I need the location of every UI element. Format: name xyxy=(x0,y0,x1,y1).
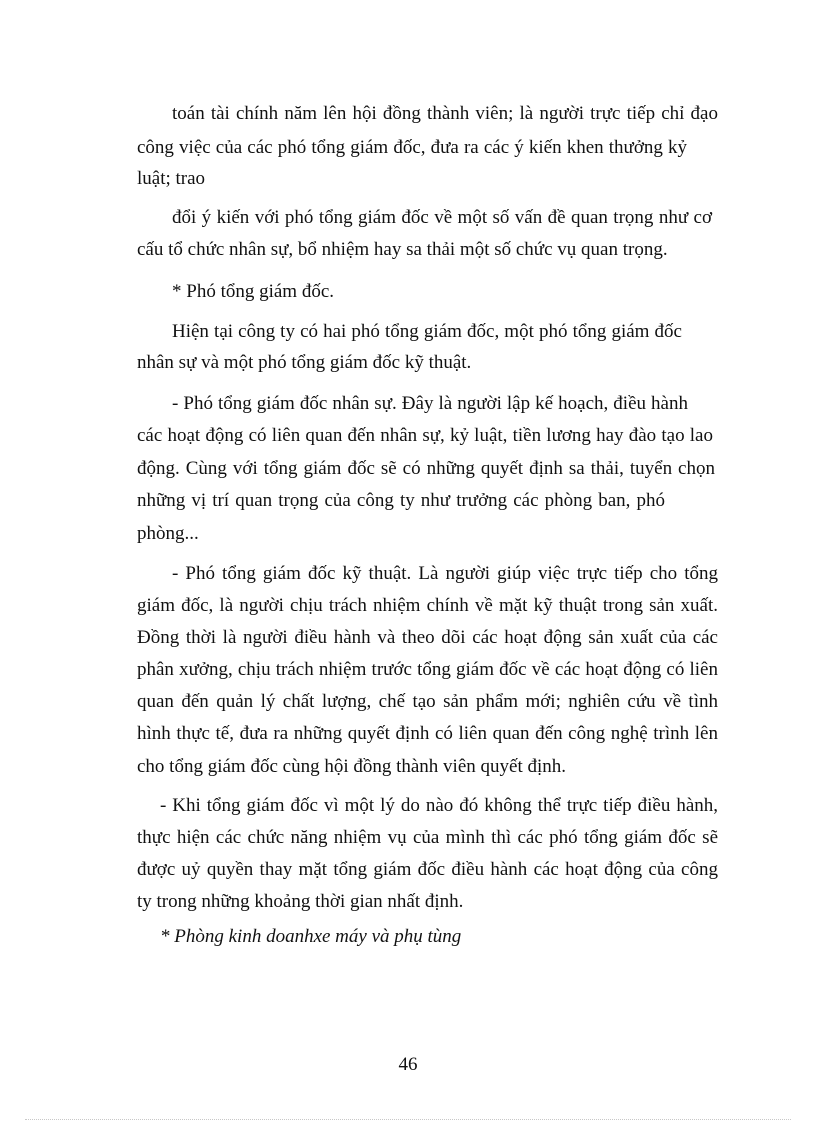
text-line: công việc của các phó tổng giám đốc, đưa ra các ý kiến khen thưởng kỷ xyxy=(137,137,687,158)
page-number: 46 xyxy=(398,1054,418,1075)
text-line: - Khi tổng giám đốc vì một lý do nào đó không thể trực tiếp điều hành, xyxy=(160,795,718,816)
text-line: quan đến quản lý chất lượng, chế tạo sản phẩm mới; nghiên cứu về tình xyxy=(137,691,718,712)
text-line: ty trong những khoảng thời gian nhất định. xyxy=(137,891,464,912)
text-line: phân xưởng, chịu trách nhiệm trước tổng giám đốc về các hoạt động có liên xyxy=(137,659,718,680)
footer-divider xyxy=(25,1119,791,1120)
text-line: nhân sự và một phó tổng giám đốc kỹ thuật. xyxy=(137,352,472,373)
text-line: các hoạt động có liên quan đến nhân sự, kỷ luật, tiền lương hay đào tạo lao xyxy=(137,425,713,446)
text-line: đổi ý kiến với phó tổng giám đốc về một số vấn đề quan trọng như cơ xyxy=(172,207,712,228)
text-line: - Phó tổng giám đốc kỹ thuật. Là người giúp việc trực tiếp cho tổng xyxy=(172,563,718,584)
text-line: được uỷ quyền thay mặt tổng giám đốc điều hành các hoạt động của công xyxy=(137,859,718,880)
text-line: cho tổng giám đốc cùng hội đồng thành viên quyết định. xyxy=(137,756,567,777)
text-line: động. Cùng với tổng giám đốc sẽ có những quyết định sa thải, tuyển chọn xyxy=(137,458,715,479)
text-line: Hiện tại công ty có hai phó tổng giám đốc, một phó tổng giám đốc xyxy=(172,321,682,342)
text-line: cấu tổ chức nhân sự, bổ nhiệm hay sa thải một số chức vụ quan trọng. xyxy=(137,239,668,260)
text-line: giám đốc, là người chịu trách nhiệm chính về mặt kỹ thuật trong sản xuất. xyxy=(137,595,718,616)
text-line: toán tài chính năm lên hội đồng thành viên; là người trực tiếp chỉ đạo xyxy=(172,103,718,124)
section-heading-italic: * Phòng kinh doanhxe máy và phụ tùng xyxy=(160,926,462,947)
text-line: luật; trao xyxy=(137,168,206,189)
text-line: hình thực tế, đưa ra những quyết định có liên quan đến công nghệ trình lên xyxy=(137,723,718,744)
text-line: Đồng thời là người điều hành và theo dõi các hoạt động sản xuất của các xyxy=(137,627,718,648)
text-line: những vị trí quan trọng của công ty như trưởng các phòng ban, phó xyxy=(137,490,665,511)
text-line: phòng... xyxy=(137,523,199,544)
text-line: - Phó tổng giám đốc nhân sự. Đây là người lập kế hoạch, điều hành xyxy=(172,393,688,414)
section-heading: * Phó tổng giám đốc. xyxy=(172,281,335,302)
text-line: thực hiện các chức năng nhiệm vụ của mình thì các phó tổng giám đốc sẽ xyxy=(137,827,718,848)
